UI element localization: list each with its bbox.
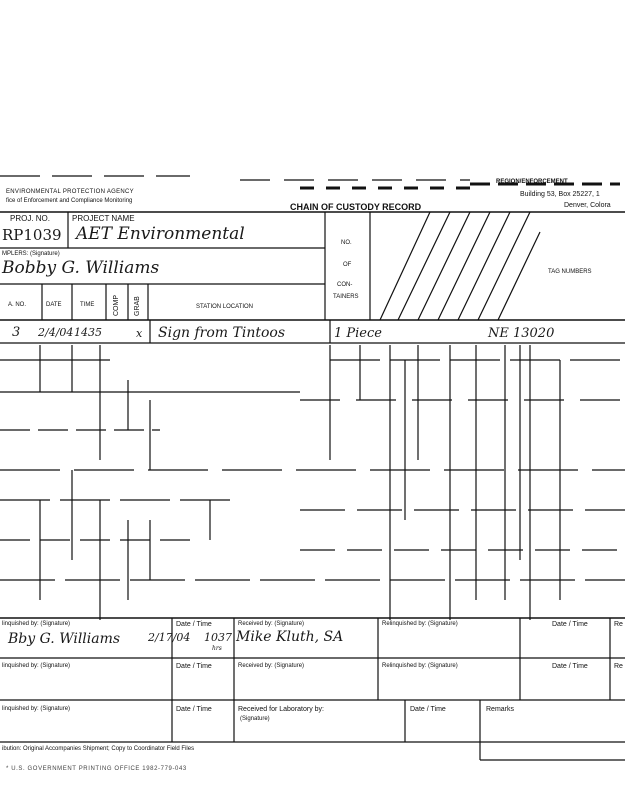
remarks-label: Remarks — [486, 706, 515, 713]
no-of-containers-label-1: NO. — [341, 240, 352, 246]
row-grab: x — [136, 327, 143, 340]
proj-no-value: RP1039 — [2, 226, 62, 244]
no-of-containers-label-2: OF — [343, 262, 352, 268]
col-sta-no: A. NO. — [8, 302, 27, 308]
samplers-label: MPLERS: (Signature) — [2, 251, 60, 257]
date-time-label-6: Date / Time — [410, 706, 446, 713]
samplers-signature: Bobby G. Williams — [2, 258, 160, 278]
entry1-date: 2/17/04 — [148, 631, 191, 644]
date-time-label-5: Date / Time — [176, 706, 212, 713]
col-station-location: STATION LOCATION — [196, 304, 254, 310]
row-station-location: Sign from Tintoos — [158, 325, 286, 341]
row-containers: 1 Piece — [334, 326, 382, 341]
relinquished-label-4: Relinquished by: (Signature) — [382, 663, 458, 669]
relinquished-signature-1: Bby G. Williams — [8, 631, 121, 647]
entry1-time-unit: hrs — [212, 645, 222, 652]
right-edge-label-1: Re — [614, 621, 623, 628]
no-of-containers-label-4: TAINERS — [333, 294, 359, 300]
received-label-1: Received by: (Signature) — [238, 621, 305, 627]
project-name-label: PROJECT NAME — [72, 214, 135, 223]
form-title: CHAIN OF CUSTODY RECORD — [290, 202, 422, 212]
date-time-label-2: Date / Time — [552, 621, 588, 628]
row-time: 1435 — [74, 326, 102, 339]
row-tag-number: NE 13020 — [488, 326, 555, 341]
proj-no-label: PROJ. NO. — [10, 214, 51, 223]
entry1-time: 1037 — [204, 631, 232, 644]
address-line-2: Denver, Colora — [564, 202, 611, 209]
row-sta-no: 3 — [12, 325, 21, 340]
date-time-label-3: Date / Time — [176, 663, 212, 670]
office-line: fice of Enforcement and Compliance Monitoring — [6, 198, 133, 204]
received-lab-label: Received for Laboratory by: — [238, 706, 324, 713]
region-line: REGION/ENFORCEMENT — [496, 179, 568, 185]
date-time-label-1: Date / Time — [176, 621, 212, 628]
relinquished-label-5: linquished by: (Signature) — [2, 706, 71, 712]
received-signature-1: Mike Kluth, SA — [236, 629, 344, 645]
agency-line: ENVIRONMENTAL PROTECTION AGENCY — [6, 189, 134, 195]
project-name-value: AET Environmental — [76, 224, 245, 244]
no-of-containers-label-3: CON- — [337, 282, 353, 288]
col-time: TIME — [80, 302, 95, 308]
address-line-1: Building 53, Box 25227, 1 — [520, 191, 600, 198]
received-lab-signature-label: (Signature) — [240, 716, 270, 722]
col-grab: GRAB — [134, 296, 141, 316]
col-comp: COMP — [113, 295, 120, 316]
row-date: 2/4/04 — [38, 326, 74, 339]
relinquished-label-3: linquished by: (Signature) — [2, 663, 71, 669]
received-label-2: Received by: (Signature) — [238, 663, 305, 669]
right-edge-label-2: Re — [614, 663, 623, 670]
relinquished-label-1: linquished by: (Signature) — [2, 621, 71, 627]
date-time-label-4: Date / Time — [552, 663, 588, 670]
col-date: DATE — [46, 302, 62, 308]
tag-numbers-label: TAG NUMBERS — [548, 269, 592, 275]
relinquished-label-2: Relinquished by: (Signature) — [382, 621, 458, 627]
printer-line: * U.S. GOVERNMENT PRINTING OFFICE 1982-779-043 — [6, 766, 187, 772]
distribution-note: ibution: Original Accompanies Shipment; Copy to Coordinator Field Files — [2, 746, 195, 752]
